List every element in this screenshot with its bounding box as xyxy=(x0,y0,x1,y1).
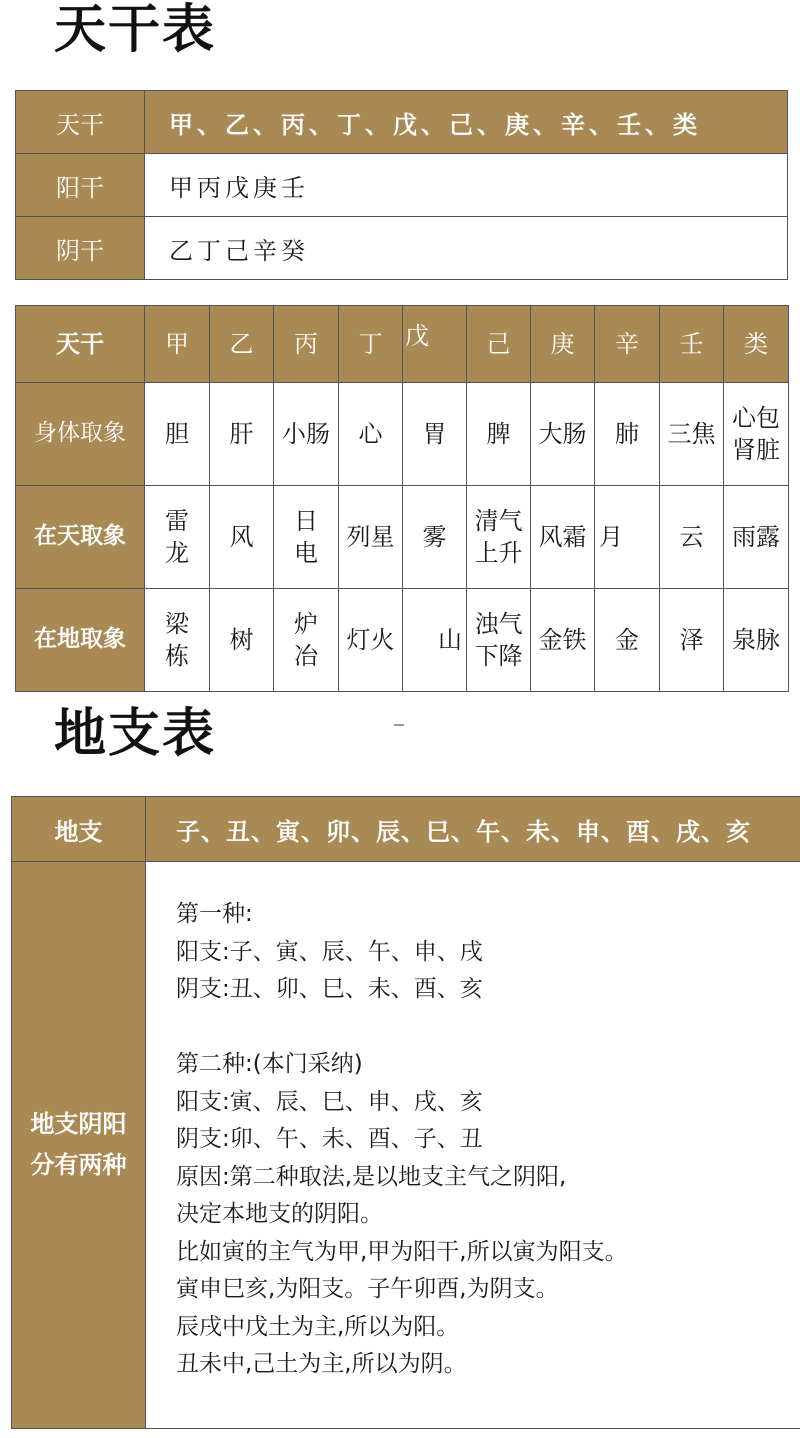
quxiang-cell: 雨露 xyxy=(724,486,789,589)
quxiang-header-cell: 庚 xyxy=(531,306,595,383)
dizhi-yinyang-label xyxy=(12,862,146,1429)
quxiang-header-cell: 壬 xyxy=(660,306,724,383)
tiangan-header-value: 甲、乙、丙、丁、戊、己、庚、辛、壬、类 xyxy=(145,91,788,154)
quxiang-row-label: 在地取象 xyxy=(16,589,145,692)
tiangan-table xyxy=(15,90,788,280)
quxiang-cell: 金铁 xyxy=(531,589,595,692)
dizhi-header-label: 地支 xyxy=(12,797,146,862)
yang-gan-label: 阳干 xyxy=(16,154,145,217)
dizhi-text-line: 阳支:寅、辰、巳、申、戌、亥 xyxy=(176,1088,483,1115)
dizhi-text-line xyxy=(176,1009,800,1047)
yin-gan-label: 阴干 xyxy=(16,217,145,280)
dizhi-text-line: 寅申巳亥,为阳支。子午卯酉,为阴支。 xyxy=(176,1276,559,1302)
dizhi-text-line: 辰戌中戊土为主,所以为阳。 xyxy=(176,1313,460,1340)
dizhi-text-line: 阴支:卯、午、未、酉、子、丑 xyxy=(176,1126,483,1152)
dizhi-text-line: 比如寅的主气为甲,甲为阳干,所以寅为阳支。 xyxy=(176,1238,628,1265)
quxiang-table xyxy=(15,305,789,692)
quxiang-header-label: 天干 xyxy=(16,306,145,383)
quxiang-cell: 炉 冶 xyxy=(274,589,339,692)
dash-mark-icon xyxy=(394,724,404,726)
tiangan-title: 天干表 xyxy=(54,0,217,60)
quxiang-cell: 树 xyxy=(210,589,274,692)
dizhi-text-line: 第一种: xyxy=(176,901,253,927)
quxiang-header-cell: 丁 xyxy=(339,306,403,383)
quxiang-header-cell: 甲 xyxy=(145,306,210,383)
tiangan-header-label: 天干 xyxy=(16,91,145,154)
quxiang-row xyxy=(16,383,789,486)
quxiang-cell: 心 xyxy=(339,383,403,486)
quxiang-cell: 山 xyxy=(403,589,467,692)
quxiang-cell: 日 电 xyxy=(274,486,339,589)
quxiang-cell: 三焦 xyxy=(660,383,724,486)
quxiang-cell: 风霜 xyxy=(531,486,595,589)
quxiang-cell: 风 xyxy=(210,486,274,589)
quxiang-header-row xyxy=(16,306,789,383)
dizhi-header-value: 子、丑、寅、卯、辰、巳、午、未、申、酉、戌、亥 xyxy=(146,797,800,862)
quxiang-cell: 肺 xyxy=(595,383,660,486)
dizhi-yinyang-row xyxy=(12,862,800,1429)
dizhi-yinyang-label-line2: 分有两种 xyxy=(30,1151,127,1179)
quxiang-header-cell: 丙 xyxy=(274,306,339,383)
dizhi-header-row xyxy=(12,797,800,862)
quxiang-row-label: 在天取象 xyxy=(16,486,145,589)
dizhi-text-line: 阴支:丑、卯、巳、未、酉、亥 xyxy=(176,976,483,1002)
quxiang-cell: 清气 上升 xyxy=(467,486,531,589)
quxiang-cell: 灯火 xyxy=(339,589,403,692)
dizhi-text-line: 第二种:(本门采纳) xyxy=(176,1051,363,1077)
quxiang-cell: 肝 xyxy=(210,383,274,486)
quxiang-row-label: 身体取象 xyxy=(16,383,145,486)
dizhi-yinyang-label-line1: 地支阴阳 xyxy=(30,1110,127,1139)
dizhi-table xyxy=(11,796,800,1429)
dizhi-yinyang-body xyxy=(146,862,800,1429)
quxiang-cell: 心包 肾脏 xyxy=(724,383,789,486)
dizhi-text-line: 决定本地支的阴阳。 xyxy=(176,1201,383,1227)
quxiang-cell: 脾 xyxy=(467,383,531,486)
quxiang-header-cell: 己 xyxy=(467,306,531,383)
quxiang-header-cell: 戊 xyxy=(403,306,467,383)
quxiang-header-cell: 辛 xyxy=(595,306,660,383)
quxiang-cell: 列星 xyxy=(339,486,403,589)
quxiang-cell: 金 xyxy=(595,589,660,692)
yang-gan-row xyxy=(16,154,788,217)
quxiang-cell: 云 xyxy=(660,486,724,589)
yang-gan-value: 甲丙戊庚壬 xyxy=(145,154,788,217)
quxiang-cell: 梁 栋 xyxy=(145,589,210,692)
quxiang-header-cell: 乙 xyxy=(210,306,274,383)
quxiang-cell: 泉脉 xyxy=(724,589,789,692)
dizhi-text-line: 阳支:子、寅、辰、午、申、戌 xyxy=(176,938,483,965)
yin-gan-row xyxy=(16,217,788,280)
quxiang-header-cell: 类 xyxy=(724,306,789,383)
quxiang-cell: 雷 龙 xyxy=(145,486,210,589)
quxiang-cell: 大肠 xyxy=(531,383,595,486)
tiangan-header-row xyxy=(16,91,788,154)
dizhi-text-line: 丑未中,己土为主,所以为阴。 xyxy=(176,1351,467,1377)
quxiang-cell: 浊气 下降 xyxy=(467,589,531,692)
quxiang-row xyxy=(16,589,789,692)
quxiang-cell: 泽 xyxy=(660,589,724,692)
quxiang-cell: 胃 xyxy=(403,383,467,486)
quxiang-cell: 胆 xyxy=(145,383,210,486)
quxiang-cell: 月 xyxy=(595,486,660,589)
dizhi-text-line: 原因:第二种取法,是以地支主气之阴阳, xyxy=(176,1163,567,1190)
quxiang-cell: 小肠 xyxy=(274,383,339,486)
quxiang-cell: 雾 xyxy=(403,486,467,589)
quxiang-row xyxy=(16,486,789,589)
yin-gan-value: 乙丁己辛癸 xyxy=(145,217,788,280)
dizhi-title: 地支表 xyxy=(54,704,217,764)
